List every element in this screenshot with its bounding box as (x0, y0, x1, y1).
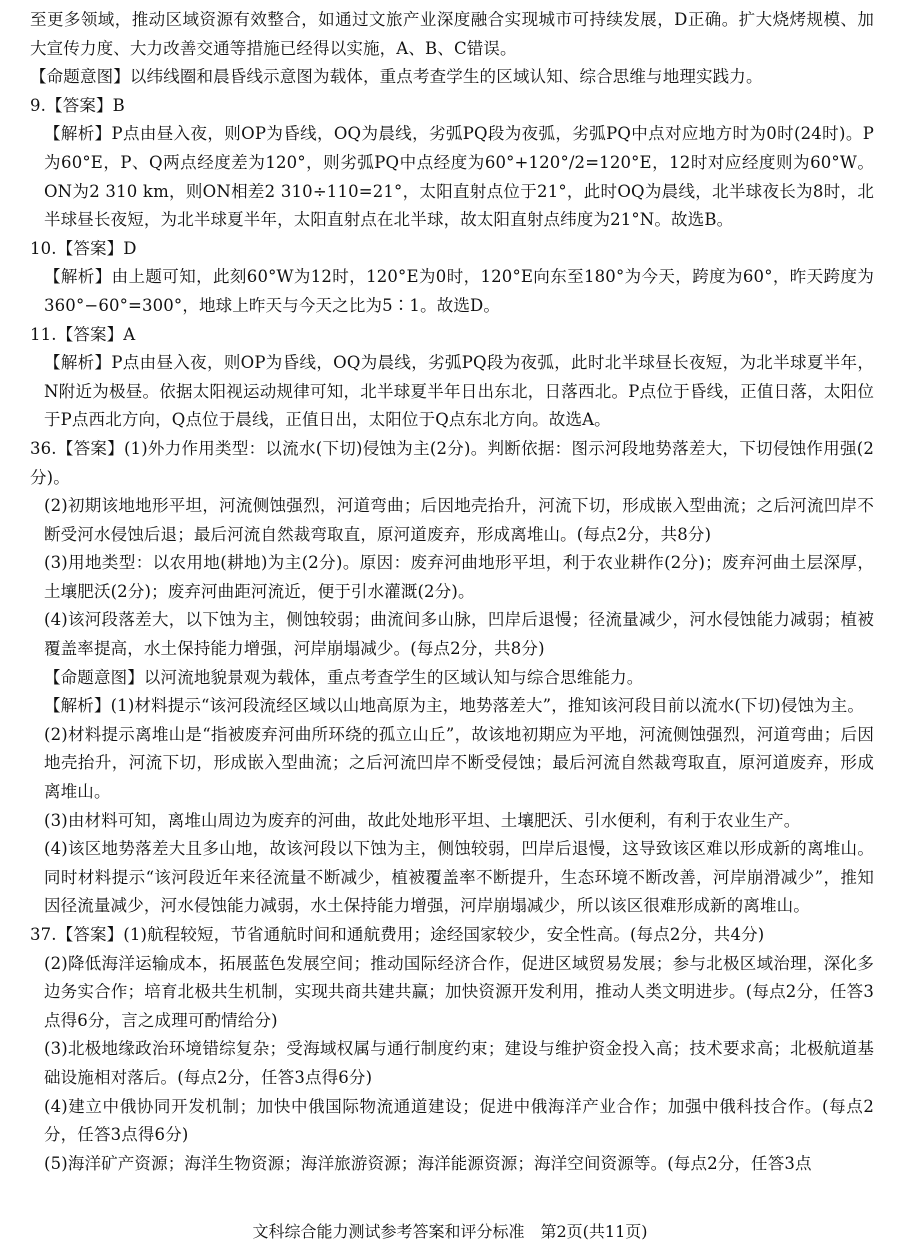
answer-paragraph: 【命题意图】以河流地貌景观为载体，重点考查学生的区域认知与综合思维能力。 (44, 667, 644, 687)
answer-paragraph: (4)该河段落差大，以下蚀为主，侧蚀较弱；曲流间多山脉，凹岸后退慢；径流量减少，河水侵蚀能力减弱；植被覆盖率提高，水土保持能力增强，河岸崩塌减少。(每点2分，共8分) (44, 610, 874, 659)
answer-paragraph: (3)北极地缘政治环境错综复杂；受海域权属与通行制度约束；建设与维护资金投入高；技术要求高；北极航道基础设施相对落后。(每点2分，任答3点得6分) (44, 1039, 874, 1087)
answer-paragraph: 9.【答案】B (30, 95, 125, 115)
answer-paragraph: 37.【答案】(1)航程较短，节省通航时间和通航费用；途经国家较少，安全性高。(每点2分，共4分) (30, 925, 765, 944)
answer-paragraph: (5)海洋矿产资源；海洋生物资源；海洋旅游资源；海洋能源资源；海洋空间资源等。(每点2分，任答3点 (44, 1153, 812, 1173)
answer-paragraph: (2)材料提示离堆山是“指被废弃河曲所环绕的孤立山丘”，故该地初期应为平地，河流侧蚀强烈，河道弯曲；后因地壳抬升，河流下切，形成嵌入型曲流；之后河流凹岸不断受侵蚀；最后河流自然裁弯取直，原河道废弃，形成离堆山。 (44, 724, 874, 802)
answer-paragraph: 36.【答案】(1)外力作用类型：以流水(下切)侵蚀为主(2分)。判断依据：图示河段地势落差大，下切侵蚀作用强(2分)。 (30, 438, 874, 487)
answer-paragraph: 【命题意图】以纬线圈和晨昏线示意图为载体，重点考查学生的区域认知、综合思维与地理实践力。 (30, 67, 763, 87)
answer-key-body (30, 6, 874, 1178)
answer-paragraph: (3)由材料可知，离堆山周边为废弃的河曲，故此处地形平坦、土壤肥沃、引水便利，有利于农业生产。 (44, 810, 801, 830)
answer-paragraph: 【解析】由上题可知，此刻60°W为12时，120°E为0时，120°E向东至180°为今天，跨度为60°，昨天跨度为360°−60°=300°，地球上昨天与今天之比为5∶1。故选D。 (44, 267, 874, 315)
answer-paragraph: (2)初期该地地形平坦，河流侧蚀强烈，河道弯曲；后因地壳抬升，河流下切，形成嵌入型曲流；之后河流凹岸不断受河水侵蚀后退；最后河流自然裁弯取直，原河道废弃，形成离堆山。(每点2分，共8分) (44, 496, 874, 544)
answer-paragraph: 【解析】P点由昼入夜，则OP为昏线，OQ为晨线，劣弧PQ段为夜弧，劣弧PQ中点对应地方时为0时(24时)。P为60°E，P、Q两点经度差为120°，则劣弧PQ中点经度为60°+120°/2=120°E，12时对应经度则为60°W。ON为2 310 km，则ON相差2 310÷110=21°，太阳直射点位于21°，此时OQ为晨线，北半球夜长为8时，北半球昼长夜短，为北半球夏半年，太阳直射点在北半球，故太阳直射点纬度为21°N。故选B。 (44, 124, 874, 230)
answer-paragraph: (2)降低海洋运输成本，拓展蓝色发展空间；推动国际经济合作，促进区域贸易发展；参与北极区域治理，深化多边务实合作；培育北极共生机制，实现共商共建共赢；加快资源开发利用，推动人类文明进步。(每点2分，任答3点得6分，言之成理可酌情给分) (44, 953, 874, 1030)
answer-paragraph: 11.【答案】A (30, 324, 136, 344)
answer-paragraph: (4)建立中俄协同开发机制；加快中俄国际物流通道建设；促进中俄海洋产业合作；加强中俄科技合作。(每点2分，任答3点得6分) (44, 1096, 874, 1145)
answer-paragraph: 【解析】(1)材料提示“该河段流经区域以山地高原为主，地势落差大”，推知该河段目前以流水(下切)侵蚀为主。 (44, 696, 865, 716)
answer-paragraph: 10.【答案】D (30, 238, 137, 258)
answer-paragraph: (3)用地类型：以农用地(耕地)为主(2分)。原因：废弃河曲地形平坦，利于农业耕作(2分)；废弃河曲土层深厚，土壤肥沃(2分)；废弃河曲距河流近，便于引水灌溉(2分)。 (44, 553, 874, 601)
answer-paragraph: 至更多领域，推动区域资源有效整合，如通过文旅产业深度融合实现城市可持续发展，D正确。扩大烧烤规模、加大宣传力度、大力改善交通等措施已经得以实施，A、B、C错误。 (30, 10, 874, 58)
answer-paragraph: 【解析】P点由昼入夜，则OP为昏线，OQ为晨线，劣弧PQ段为夜弧，此时北半球昼长夜短，为北半球夏半年，N附近为极昼。依据太阳视运动规律可知，北半球夏半年日出东北，日落西北。P点位于昏线，正值日落，太阳位于P点西北方向，Q点位于晨线，正值日出，太阳位于Q点东北方向。故选A。 (44, 353, 874, 430)
page-footer: 文科综合能力测试参考答案和评分标准 第2页(共11页) (252, 1222, 648, 1241)
answer-paragraph: (4)该区地势落差大且多山地，故该河段以下蚀为主，侧蚀较弱，凹岸后退慢，这导致该区难以形成新的离堆山。同时材料提示“该河段近年来径流量不断减少，植被覆盖率不断提升，生态环境不断改善，河岸崩滑减少”，推知因径流量减少，河水侵蚀能力减弱，水土保持能力增强，河岸崩塌减少，所以该区很难形成新的离堆山。 (44, 839, 874, 916)
